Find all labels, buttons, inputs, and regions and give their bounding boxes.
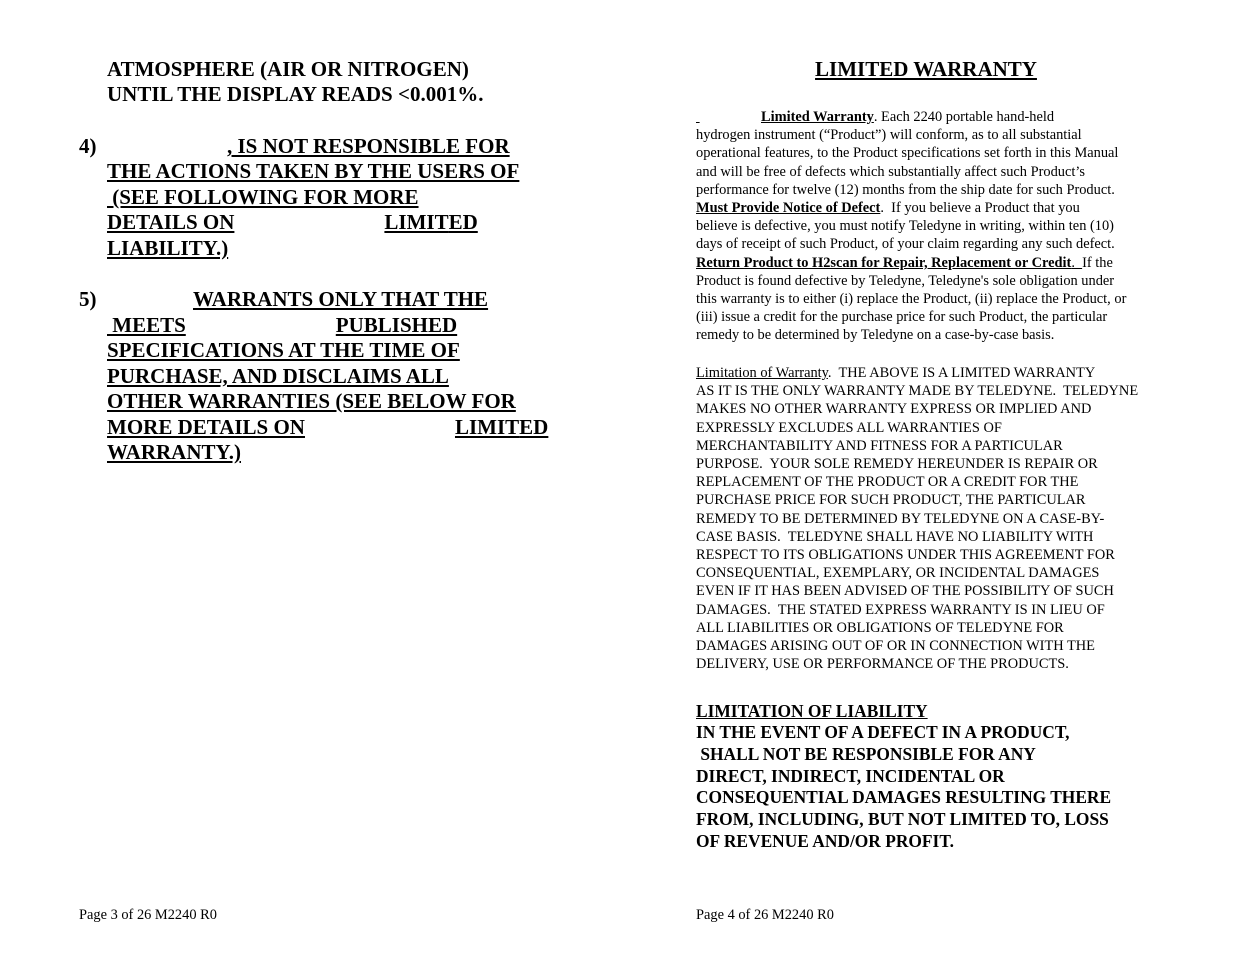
right-page <box>617 0 1235 954</box>
liability-body: IN THE EVENT OF A DEFECT IN A PRODUCT, SHALL NOT BE RESPONSIBLE FOR ANY DIRECT, INDIRECT, INCIDENTAL OR CONSEQUENTIAL DAMAGES RESULTING THERE FROM, INCLUDING, BUT NOT LIMITED TO, LOSS OF REVENUE AND/OR PROFIT. <box>696 722 1112 851</box>
left-page <box>0 0 617 954</box>
item-4-line-4-text: DETAILS ON <box>107 210 235 234</box>
item-5-line-2 <box>107 313 505 338</box>
item-5-line-2-meets: MEETS <box>107 313 186 337</box>
liability-title: LIMITATION OF LIABILITY <box>696 701 928 721</box>
limitation-paragraph <box>696 364 1196 673</box>
warranty-heading: LIMITED WARRANTY <box>815 57 1037 81</box>
item-5-line-7: WARRANTY.) <box>107 440 241 464</box>
intro-line-2: UNTIL THE DISPLAY READS <0.001%. <box>107 82 484 106</box>
right-page-footer: Page 4 of 26 M2240 R0 <box>696 907 834 923</box>
item-4-line-3-text: (SEE FOLLOWING FOR MORE <box>107 185 419 209</box>
notice-of-defect-title: Must Provide Notice of Defect <box>696 200 881 217</box>
notice-of-defect-lead: . If you believe a Product that you <box>880 200 1080 217</box>
item-5-line-1 <box>107 287 494 312</box>
item-5-number: 5) <box>79 287 97 311</box>
limitation-lead: . THE ABOVE IS A LIMITED WARRANTY <box>827 365 1096 381</box>
item-4-line-4 <box>107 210 478 235</box>
return-product-sep: . <box>1071 254 1083 271</box>
item-5-line-4: PURCHASE, AND DISCLAIMS ALL <box>107 364 449 388</box>
return-product-body: Product is found defective by Teledyne, Teledyne's sole obligation under this warranty is to either (i) replace the Product, (ii) replace the Product, or (iii) issue a credit for the purchase price for such Product, the particular remedy to be determined by Teledyne on a case-by-case basis. <box>696 272 1127 344</box>
item-5-line-5: OTHER WARRANTIES (SEE BELOW FOR <box>107 389 516 413</box>
item-4-line-3 <box>107 185 498 210</box>
item-5-line-3: SPECIFICATIONS AT THE TIME OF <box>107 338 460 362</box>
item-4-line-4-limit: LIMIT <box>384 210 449 234</box>
limited-warranty-title: Limited Warranty <box>761 109 874 125</box>
item-5-line-6-text: MORE DETAILS ON <box>107 415 305 439</box>
return-product-title: Return Product to H2scan for Repair, Replacement or Credit <box>696 254 1072 271</box>
item-4-line-1 <box>107 134 528 159</box>
item-4-line-4-ed: ED <box>448 210 478 234</box>
item-5-line-6-ed: ED <box>519 415 549 439</box>
item-5-line-1-text: WARRANTS ONLY THAT THE <box>193 287 489 311</box>
limited-warranty-body: hydrogen instrument (“Product”) will conform, as to all substantial operational features, to the Product specifications set forth in this Manual and will be free of defects which substantially affect such Product’s performance for twelve (12) months from the ship date for such Product. <box>696 127 1119 198</box>
notice-of-defect-body: believe is defective, you must notify Teledyne in writing, within ten (10) days of receipt of such Product, of your claim regarding any such defect. <box>696 218 1115 253</box>
item-4-number: 4) <box>79 134 97 158</box>
limited-warranty-lead: . Each 2240 portable hand-held <box>873 109 1055 125</box>
return-product-lead: If the <box>1082 254 1113 271</box>
limitation-title: Limitation of Warranty <box>696 365 828 381</box>
intro-line-1: ATMOSPHERE (AIR OR NITROGEN) <box>107 57 469 81</box>
limitation-body: AS IT IS THE ONLY WARRANTY MADE BY TELEDYNE. TELEDYNE MAKES NO OTHER WARRANTY EXPRESS OR IMPLIED AND EXPRESSLY EXCLUDES ALL WARRANTIES OF MERCHANTABILITY AND FITNESS FOR A PARTICULAR PURPOSE. YOUR SOLE REMEDY HEREUNDER IS REPAIR OR REPLACEMENT OF THE PRODUCT OR A CREDIT FOR THE PURCHASE PRICE FOR SUCH PRODUCT, THE PARTICULAR REMEDY TO BE DETERMINED BY TELEDYNE ON A CASE-BY- CASE BASIS. TELEDYNE SHALL HAVE NO LIABILITY WITH RESPECT TO ITS OBLIGATIONS UNDER THIS AGREEMENT FOR CONSEQUENTIAL, EXEMPLARY, OR INCIDENTAL DAMAGES EVEN IF IT HAS BEEN ADVISED OF THE POSSIBILITY OF SUCH DAMAGES. THE STATED EXPRESS WARRANTY IS IN LIEU OF ALL LIABILITIES OR OBLIGATIONS OF TELEDYNE FOR DAMAGES ARISING OUT OF OR IN CONNECTION WITH THE DELIVERY, USE OR PERFORMANCE OF THE PRODUCTS. <box>696 383 1139 673</box>
warranty-paragraph <box>696 108 1196 345</box>
item-4-line-1-text: , IS NOT RESPONSIBLE FOR <box>227 134 510 158</box>
item-5-line-6 <box>107 415 548 440</box>
item-5-line-2-published: PUBLISHED <box>335 313 458 337</box>
left-page-footer: Page 3 of 26 M2240 R0 <box>79 907 217 923</box>
item-4-line-5: LIABILITY.) <box>107 236 229 260</box>
item-4-line-2: THE ACTIONS TAKEN BY THE USERS OF <box>107 159 520 183</box>
item-5-line-6-limit: LIMIT <box>454 415 520 439</box>
